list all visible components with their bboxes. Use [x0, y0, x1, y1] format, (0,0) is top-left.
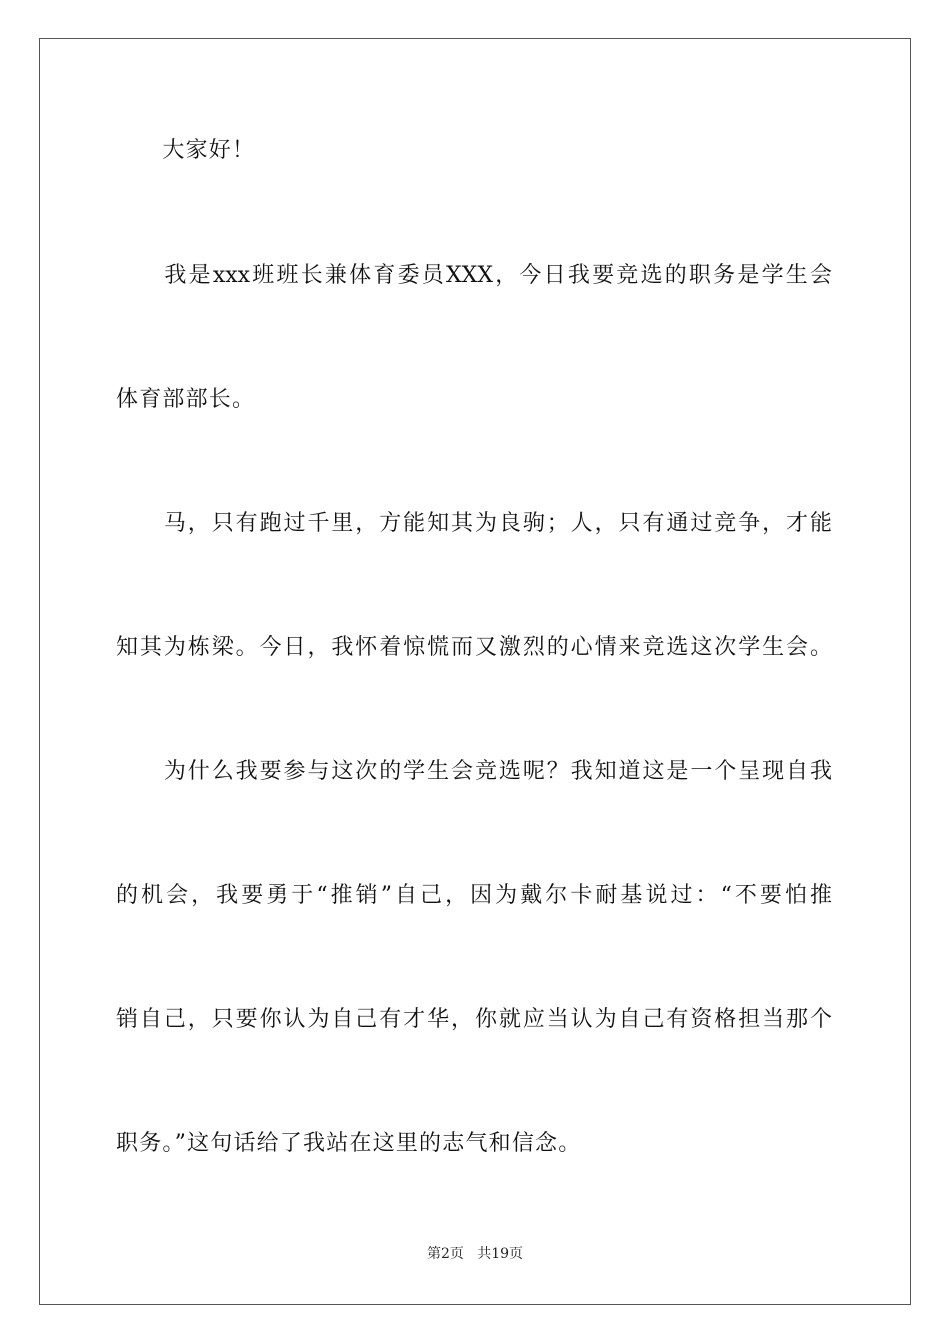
- paragraph-line-9: 职务。”这句话给了我站在这里的志气和信念。: [116, 1131, 582, 1156]
- paragraph-line-2: 我是xxx班班长兼体育委员XXX，今日我要竞选的职务是学生会: [116, 263, 832, 288]
- paragraph-line-1: 大家好！: [116, 138, 256, 163]
- paragraph-line-8: 销自己，只要你认为自己有才华，你就应当认为自己有资格担当那个: [116, 1007, 832, 1032]
- paragraph-line-3: 体育部部长。: [116, 387, 256, 412]
- paragraph-line-6: 为什么我要参与这次的学生会竞选呢？我知道这是一个呈现自我: [116, 759, 832, 784]
- page-footer: 第2页 共19页: [426, 1246, 524, 1262]
- paragraph-line-4: 马，只有跑过千里，方能知其为良驹；人，只有通过竞争，才能: [116, 511, 832, 536]
- paragraph-line-7: 的机会，我要勇于“推销”自己，因为戴尔卡耐基说过：“不要怕推: [116, 883, 832, 908]
- paragraph-line-5: 知其为栋梁。今日，我怀着惊慌而又激烈的心情来竞选这次学生会。: [116, 635, 832, 660]
- page-border: [39, 38, 911, 1305]
